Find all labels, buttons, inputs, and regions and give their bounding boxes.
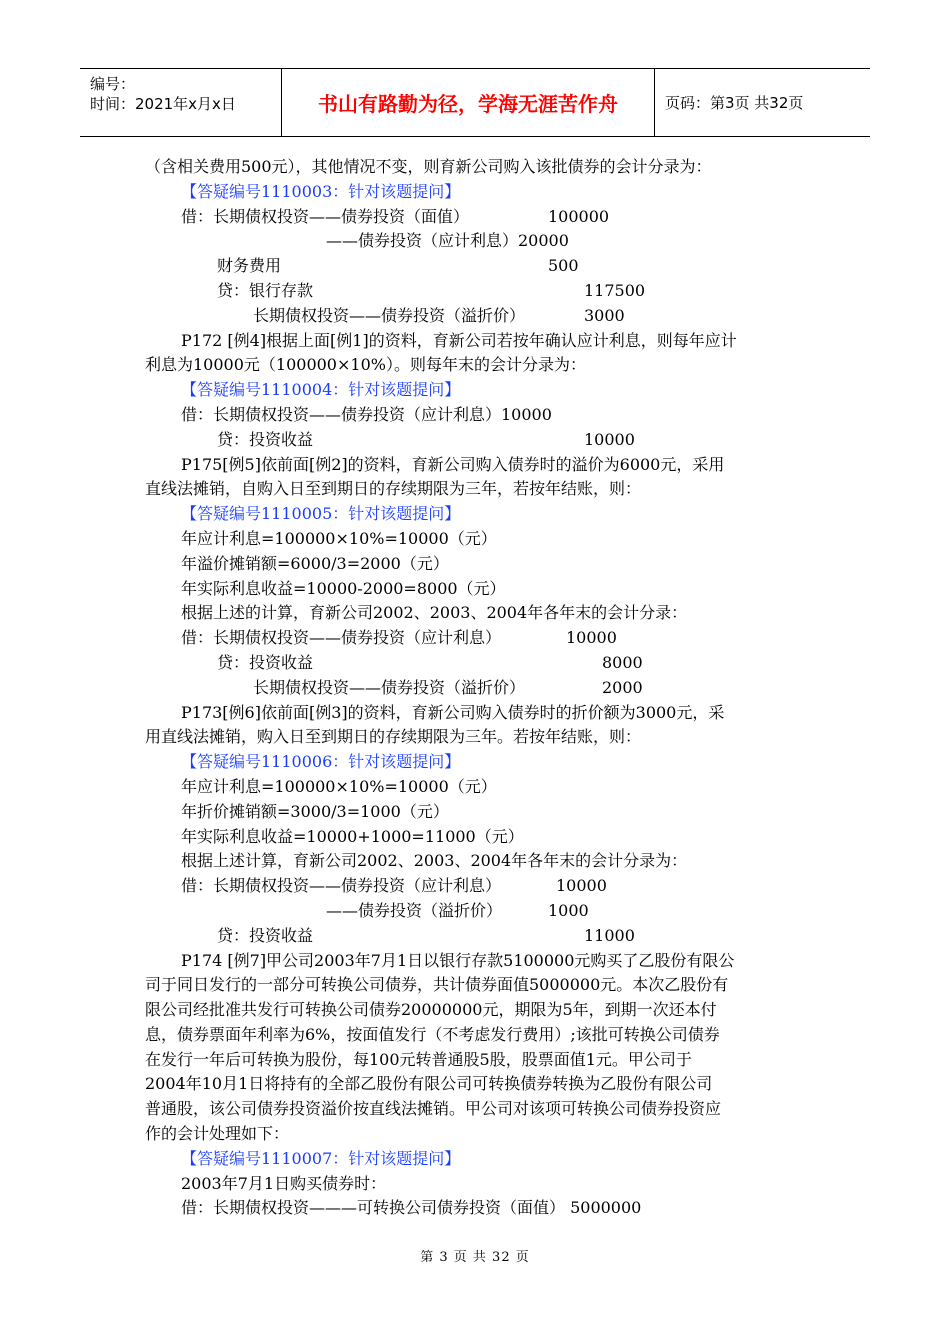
entry-amount: 8000 — [602, 652, 643, 672]
entry-line — [145, 205, 810, 230]
number-label: 编号： — [90, 75, 136, 93]
entry-text: 长期债权投资——债券投资（溢折价） — [253, 677, 526, 697]
entry-amount: 10000 — [566, 628, 617, 648]
entry-line — [145, 899, 810, 924]
entry-line: 借：长期债权投资———可转换公司债券投资（面值） 5000000 — [181, 1198, 642, 1218]
entry-text: 贷：银行存款 — [217, 280, 314, 300]
qa-link[interactable]: 【答疑编号1110004：针对该题提问】 — [181, 380, 461, 400]
paragraph-line: 限公司经批准共发行可转换公司债券20000000元，期限为5年，到期一次还本付 — [145, 1000, 717, 1020]
calc-line: 年应计利息=100000×10%=10000（元） — [181, 528, 497, 548]
entry-text: 借：长期债权投资——债券投资（面值） — [181, 206, 470, 226]
entry-line: ——债券投资（应计利息）20000 — [326, 231, 569, 251]
paragraph-line: （含相关费用500元），其他情况不变，则育新公司购入该批债券的会计分录为： — [145, 157, 712, 176]
document-body — [145, 155, 810, 1221]
entry-amount: 10000 — [584, 429, 635, 449]
paragraph-line: P172 [例4]根据上面[例1]的资料，育新公司若按年确认应计利息，则每年应计 — [181, 330, 737, 350]
page-header — [80, 68, 870, 137]
entry-amount: 3000 — [584, 305, 625, 325]
entry-amount: 100000 — [548, 206, 610, 226]
qa-link[interactable]: 【答疑编号1110003：针对该题提问】 — [181, 181, 461, 201]
entry-amount: 500 — [548, 256, 579, 276]
qa-link[interactable]: 【答疑编号1110007：针对该题提问】 — [181, 1148, 461, 1168]
page-footer: 第 3 页 共 32 页 — [420, 1250, 530, 1265]
entry-text: 贷：投资收益 — [217, 925, 314, 945]
entry-text: 贷：投资收益 — [217, 652, 314, 672]
entry-text: 借：长期债权投资——债券投资（应计利息） — [181, 628, 502, 648]
entry-amount: 1000 — [548, 900, 589, 920]
entry-amount: 117500 — [584, 280, 646, 300]
paragraph-line: 根据上述计算，育新公司2002、2003、2004年各年末的会计分录为： — [181, 851, 688, 871]
paragraph-line: 2004年10月1日将持有的全部乙股份有限公司可转换债券转换为乙股份有限公司 — [145, 1074, 713, 1094]
entry-line — [145, 279, 810, 304]
qa-link[interactable]: 【答疑编号1110005：针对该题提问】 — [181, 504, 461, 524]
calc-line: 年实际利息收益=10000+1000=11000（元） — [181, 826, 524, 846]
entry-amount: 10000 — [556, 876, 607, 896]
entry-line — [145, 254, 810, 279]
entry-line: 借：长期债权投资——债券投资（应计利息）10000 — [181, 404, 552, 424]
entry-line — [145, 676, 810, 701]
time-label: 时间：2021年x月x日 — [90, 95, 236, 113]
motto: 书山有路勤为径，学海无涯苦作舟 — [282, 69, 655, 136]
entry-line — [145, 626, 810, 651]
paragraph-line: P175[例5]依前面[例2]的资料，育新公司购入债券时的溢价为6000元，采用 — [181, 454, 725, 474]
paragraph-line: P173[例6]依前面[例3]的资料，育新公司购入债券时的折价额为3000元，采 — [181, 702, 725, 722]
paragraph-line: 根据上述的计算，育新公司2002、2003、2004年各年末的会计分录： — [181, 603, 688, 623]
calc-line: 年溢价摊销额=6000/3=2000（元） — [181, 553, 449, 573]
entry-line — [145, 304, 810, 329]
calc-line: 年折价摊销额=3000/3=1000（元） — [181, 801, 449, 821]
entry-amount: 11000 — [584, 925, 635, 945]
paragraph-line: 用直线法摊销，购入日至到期日的存续期限为三年。若按年结账，则： — [145, 727, 642, 747]
entry-line — [145, 924, 810, 949]
paragraph-line: 在发行一年后可转换为股份，每100元转普通股5股，股票面值1元。甲公司于 — [145, 1049, 692, 1069]
paragraph-line: 息，债券票面年利率为6%，按面值发行（不考虑发行费用）;该批可转换公司债券 — [145, 1024, 720, 1044]
entry-line — [145, 428, 810, 453]
qa-link[interactable]: 【答疑编号1110006：针对该题提问】 — [181, 752, 461, 772]
paragraph-line: 2003年7月1日购买债券时： — [181, 1173, 387, 1193]
entry-text: 借：长期债权投资——债券投资（应计利息） — [181, 876, 502, 896]
entry-text: 贷：投资收益 — [217, 429, 314, 449]
paragraph-line: 利息为10000元（100000×10%）。则每年末的会计分录为： — [145, 355, 586, 375]
paragraph-line: P174 [例7]甲公司2003年7月1日以银行存款5100000元购买了乙股份有限公 — [181, 950, 735, 970]
calc-line: 年应计利息=100000×10%=10000（元） — [181, 776, 497, 796]
paragraph-line: 司于同日发行的一部分可转换公司债券，共计债券面值5000000元。本次乙股份有 — [145, 975, 729, 995]
entry-text: ——债券投资（溢折价） — [326, 900, 503, 920]
paragraph-line: 作的会计处理如下： — [145, 1124, 290, 1144]
entry-line — [145, 874, 810, 899]
calc-line: 年实际利息收益=10000-2000=8000（元） — [181, 578, 506, 598]
entry-text: 长期债权投资——债券投资（溢折价） — [253, 305, 526, 325]
entry-text: 财务费用 — [217, 256, 282, 276]
entry-amount: 2000 — [602, 677, 643, 697]
paragraph-line: 普通股，该公司债券投资溢价按直线法摊销。甲公司对该项可转换公司债券投资应 — [145, 1099, 722, 1119]
paragraph-line: 直线法摊销，自购入日至到期日的存续期限为三年，若按年结账，则： — [145, 479, 642, 499]
header-meta — [80, 69, 282, 136]
entry-line — [145, 651, 810, 676]
page-label: 页码：第3页 共32页 — [665, 94, 804, 112]
